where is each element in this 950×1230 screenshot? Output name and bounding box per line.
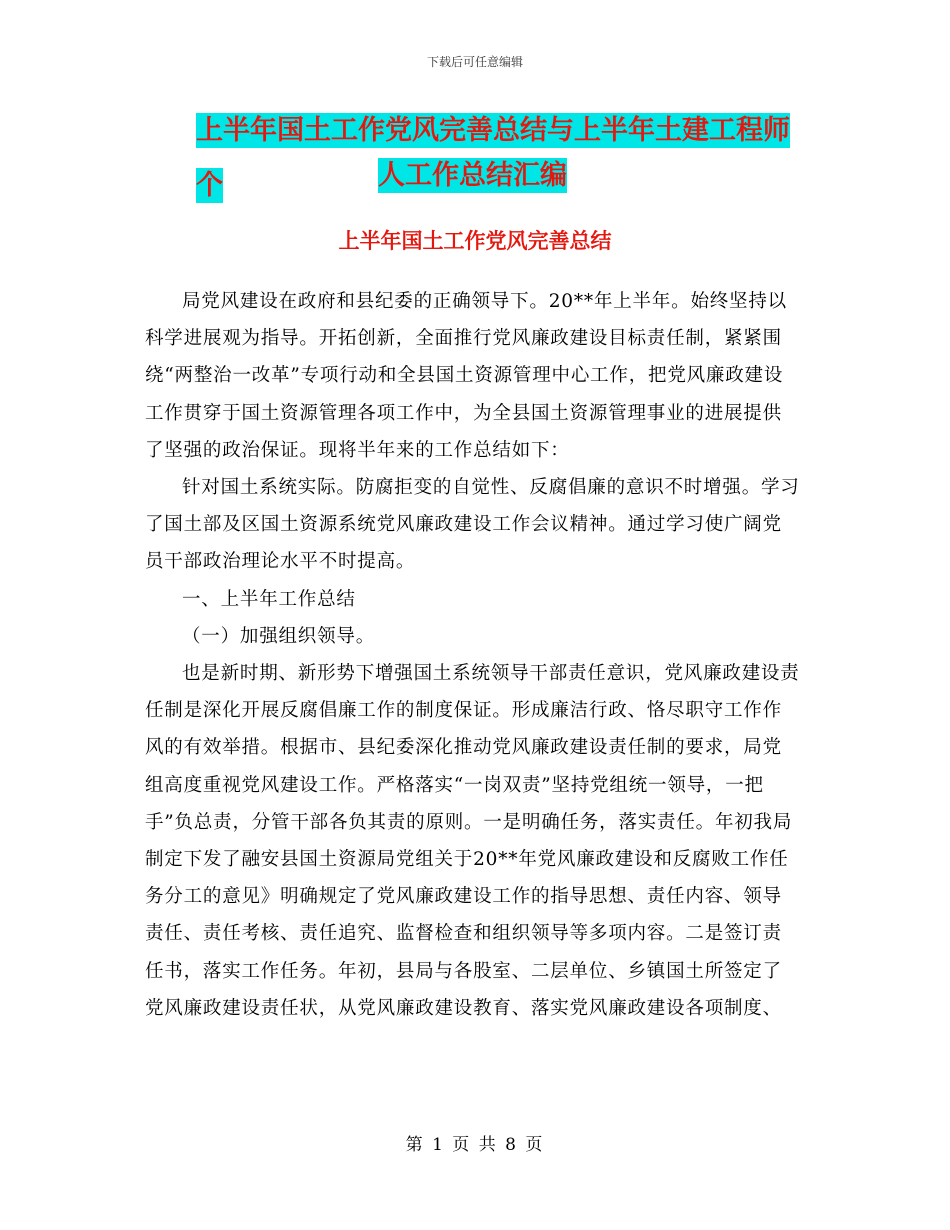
paragraph: 针对国土系统实际。防腐拒变的自觉性、反腐倡廉的意识不时增强。学习了国土部及区国土资源系统党风廉政建设工作会议精神。通过学习使广阔党员干部政治理论水平不时提高。 bbox=[145, 477, 800, 573]
document-title-text-1: 上半年国土工作党风完善总结与上半年土建工程师个 bbox=[196, 115, 790, 201]
paragraph: 也是新时期、新形势下增强国土系统领导干部责任意识，党风廉政建设责任制是深化开展反腐倡廉工作的制度保证。形成廉洁行政、恪尽职守工作作风的有效举措。根据市、县纪委深化推动党风廉政建设责任制的要求，局党组高度重视党风建设工作。严格落实“一岗双责”坚持党组统一领导，一把手”负总责，分管干部各负其责的原则。一是明确任务，落实责任。年初我局制定下发了融安县国土资源局党组关于20**年党风廉政建设和反腐败工作任务分工的意见》明确规定了党风廉政建设工作的指导思想、责任内容、领导责任、责任考核、责任追究、监督检查和组织领导等多项内容。二是签订责任书，落实工作任务。年初，县局与各股室、二层单位、乡镇国土所签定了党风廉政建设责任状，从党风廉政建设教育、落实党风廉政建设各项制度、 bbox=[145, 663, 800, 1019]
document-title-line-2 bbox=[378, 148, 950, 203]
document-body bbox=[145, 283, 800, 1027]
heading-level-1: 一、上半年工作总结 bbox=[182, 588, 356, 610]
section-title: 上半年国土工作党风完善总结 bbox=[338, 229, 612, 253]
page-number: 第 1 页 共 8 页 bbox=[405, 1135, 545, 1155]
heading-level-2: （一）加强组织领导。 bbox=[182, 625, 376, 647]
paragraph: 局党风建设在政府和县纪委的正确领导下。20**年上半年。始终坚持以科学进展观为指导。开拓创新，全面推行党风廉政建设目标责任制，紧紧围绕“两整治一改革”专项行动和全县国土资源管理中心工作，把党风廉政建设工作贯穿于国土资源管理各项工作中，为全县国土资源管理事业的进展提供了坚强的政治保证。现将半年来的工作总结如下： bbox=[145, 291, 787, 461]
page-header-note: 下载后可任意编辑 bbox=[426, 55, 523, 69]
document-title-text-2: 人工作总结汇编 bbox=[378, 160, 567, 191]
